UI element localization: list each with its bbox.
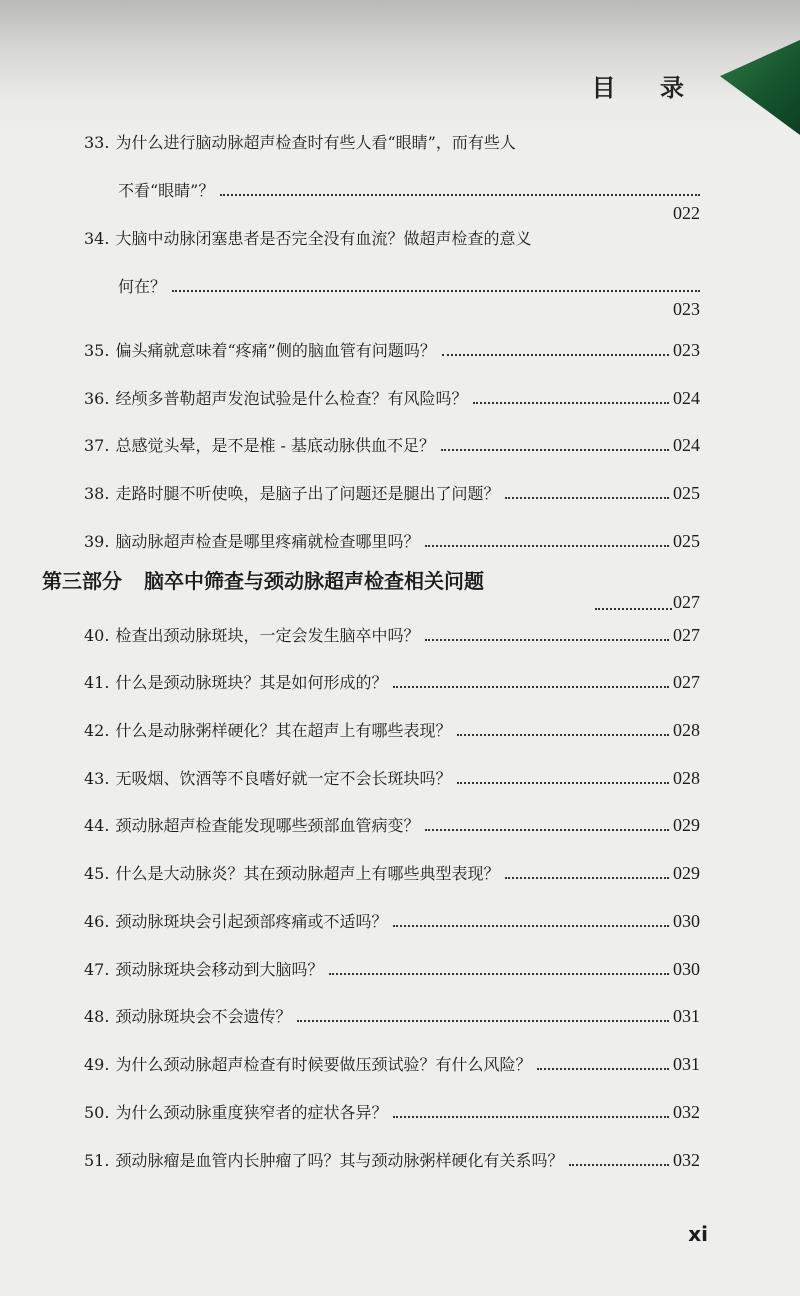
leader-dots bbox=[442, 354, 669, 356]
toc-entry-line bbox=[84, 433, 700, 456]
entry-number: 33. bbox=[84, 133, 110, 152]
entry-number: 35. bbox=[84, 341, 110, 360]
leader-dots bbox=[425, 545, 669, 547]
entry-title: 不看“眼睛”？ bbox=[118, 181, 215, 200]
entry-number: 50. bbox=[84, 1103, 110, 1122]
entry-number: 48. bbox=[84, 1007, 110, 1026]
section-leader-dots bbox=[595, 608, 672, 610]
toc-entry-line bbox=[84, 130, 680, 153]
entry-title: 为什么颈动脉超声检查有时候要做压颈试验？有什么风险？ bbox=[115, 1055, 532, 1074]
leader-dots bbox=[329, 973, 669, 975]
entry-title: 为什么颈动脉重度狭窄者的症状各异？ bbox=[115, 1103, 388, 1122]
entry-page-number: 025 bbox=[673, 483, 700, 503]
entry-title: 什么是动脉粥样硬化？其在超声上有哪些表现？ bbox=[115, 721, 452, 740]
entry-page-number: 027 bbox=[673, 625, 700, 645]
toc-entry-line bbox=[84, 670, 700, 693]
entry-page-number: 024 bbox=[673, 435, 700, 455]
leader-dots bbox=[220, 194, 700, 196]
entry-title: 无吸烟、饮酒等不良嗜好就一定不会长斑块吗？ bbox=[115, 769, 452, 788]
entry-page-number: 029 bbox=[673, 815, 700, 835]
entry-page-number: 032 bbox=[673, 1102, 700, 1122]
leader-dots bbox=[505, 497, 669, 499]
chapter-tab-decoration bbox=[720, 40, 800, 135]
entry-title: 脑动脉超声检查是哪里疼痛就检查哪里吗？ bbox=[115, 532, 420, 551]
entry-title: 颈动脉斑块会引起颈部疼痛或不适吗？ bbox=[115, 912, 388, 931]
entry-number: 42. bbox=[84, 721, 110, 740]
toc-entry-line bbox=[84, 1052, 700, 1075]
entry-number: 45. bbox=[84, 864, 110, 883]
toc-entry-line bbox=[118, 274, 700, 319]
entry-title: 什么是颈动脉斑块？其是如何形成的？ bbox=[115, 673, 388, 692]
toc-entry-line bbox=[84, 1100, 700, 1123]
toc-entry-line bbox=[84, 1148, 700, 1171]
toc-entry-line bbox=[84, 481, 700, 504]
entry-number: 44. bbox=[84, 816, 110, 835]
entry-title: 经颅多普勒超声发泡试验是什么检查？有风险吗？ bbox=[115, 389, 468, 408]
entry-page-number: 029 bbox=[673, 863, 700, 883]
toc-entry-line bbox=[84, 529, 700, 552]
entry-page-number: 023 bbox=[673, 299, 700, 319]
entry-number: 34. bbox=[84, 229, 110, 248]
leader-dots bbox=[473, 402, 669, 404]
entry-title: 颈动脉瘤是血管内长肿瘤了吗？其与颈动脉粥样硬化有关系吗？ bbox=[115, 1151, 564, 1170]
entry-number: 40. bbox=[84, 626, 110, 645]
entry-title: 为什么进行脑动脉超声检查时有些人看“眼睛”，而有些人 bbox=[115, 133, 516, 152]
entry-number: 49. bbox=[84, 1055, 110, 1074]
entry-page-number: 028 bbox=[673, 768, 700, 788]
entry-number: 41. bbox=[84, 673, 110, 692]
entry-number: 39. bbox=[84, 532, 110, 551]
entry-title: 检查出颈动脉斑块，一定会发生脑卒中吗？ bbox=[115, 626, 420, 645]
entry-title: 颈动脉斑块会移动到大脑吗？ bbox=[115, 960, 324, 979]
entry-number: 47. bbox=[84, 960, 110, 979]
entry-page-number: 031 bbox=[673, 1054, 700, 1074]
toc-entry-line bbox=[118, 178, 700, 223]
entry-title: 总感觉头晕，是不是椎 - 基底动脉供血不足？ bbox=[115, 436, 436, 455]
toc-entry-line bbox=[84, 766, 700, 789]
leader-dots bbox=[393, 686, 669, 688]
entry-title: 颈动脉斑块会不会遗传？ bbox=[115, 1007, 292, 1026]
section-label: 第三部分 bbox=[42, 569, 122, 593]
leader-dots bbox=[425, 639, 669, 641]
entry-page-number: 024 bbox=[673, 388, 700, 408]
entry-title: 颈动脉超声检查能发现哪些颈部血管病变？ bbox=[115, 816, 420, 835]
toc-entry-line bbox=[84, 718, 700, 741]
leader-dots bbox=[441, 449, 669, 451]
leader-dots bbox=[393, 925, 669, 927]
entry-page-number: 031 bbox=[673, 1006, 700, 1026]
entry-number: 38. bbox=[84, 484, 110, 503]
leader-dots bbox=[505, 877, 669, 879]
entry-page-number: 027 bbox=[673, 672, 700, 692]
entry-page-number: 028 bbox=[673, 720, 700, 740]
entry-title: 走路时腿不听使唤，是脑子出了问题还是腿出了问题？ bbox=[115, 484, 500, 503]
leader-dots bbox=[172, 290, 700, 292]
leader-dots bbox=[393, 1116, 669, 1118]
page-header-title: 目 录 bbox=[591, 73, 702, 102]
entry-title: 何在？ bbox=[118, 277, 167, 296]
leader-dots bbox=[297, 1020, 669, 1022]
entry-title: 偏头痛就意味着“疼痛”侧的脑血管有问题吗？ bbox=[115, 341, 436, 360]
entry-number: 46. bbox=[84, 912, 110, 931]
entry-number: 36. bbox=[84, 389, 110, 408]
entry-page-number: 022 bbox=[673, 203, 700, 223]
entry-page-number: 025 bbox=[673, 531, 700, 551]
folio-page-number: xi bbox=[688, 1222, 708, 1246]
entry-page-number: 030 bbox=[673, 959, 700, 979]
leader-dots bbox=[537, 1068, 669, 1070]
entry-title: 大脑中动脉闭塞患者是否完全没有血流？做超声检查的意义 bbox=[115, 229, 532, 248]
entry-title: 什么是大动脉炎？其在颈动脉超声上有哪些典型表现？ bbox=[115, 864, 500, 883]
toc-entry-line bbox=[84, 226, 680, 249]
entry-page-number: 032 bbox=[673, 1150, 700, 1170]
toc-entry-line bbox=[84, 909, 700, 932]
entry-number: 43. bbox=[84, 769, 110, 788]
toc-entry-line bbox=[84, 813, 700, 836]
entry-number: 37. bbox=[84, 436, 110, 455]
entry-page-number: 030 bbox=[673, 911, 700, 931]
entry-number: 51. bbox=[84, 1151, 110, 1170]
leader-dots bbox=[569, 1164, 669, 1166]
toc-entry-line bbox=[84, 957, 700, 980]
toc-entry-line bbox=[84, 861, 700, 884]
toc-entry-line bbox=[84, 623, 700, 646]
toc-entry-line bbox=[84, 386, 700, 409]
entry-page-number: 023 bbox=[673, 340, 700, 360]
leader-dots bbox=[425, 829, 669, 831]
section-page-number: 027 bbox=[673, 592, 700, 612]
section-title: 脑卒中筛查与颈动脉超声检查相关问题 bbox=[144, 569, 484, 593]
toc-entry-line bbox=[84, 1004, 700, 1027]
section-heading bbox=[42, 565, 700, 594]
toc-entry-line bbox=[84, 338, 700, 361]
leader-dots bbox=[457, 734, 669, 736]
leader-dots bbox=[457, 782, 669, 784]
